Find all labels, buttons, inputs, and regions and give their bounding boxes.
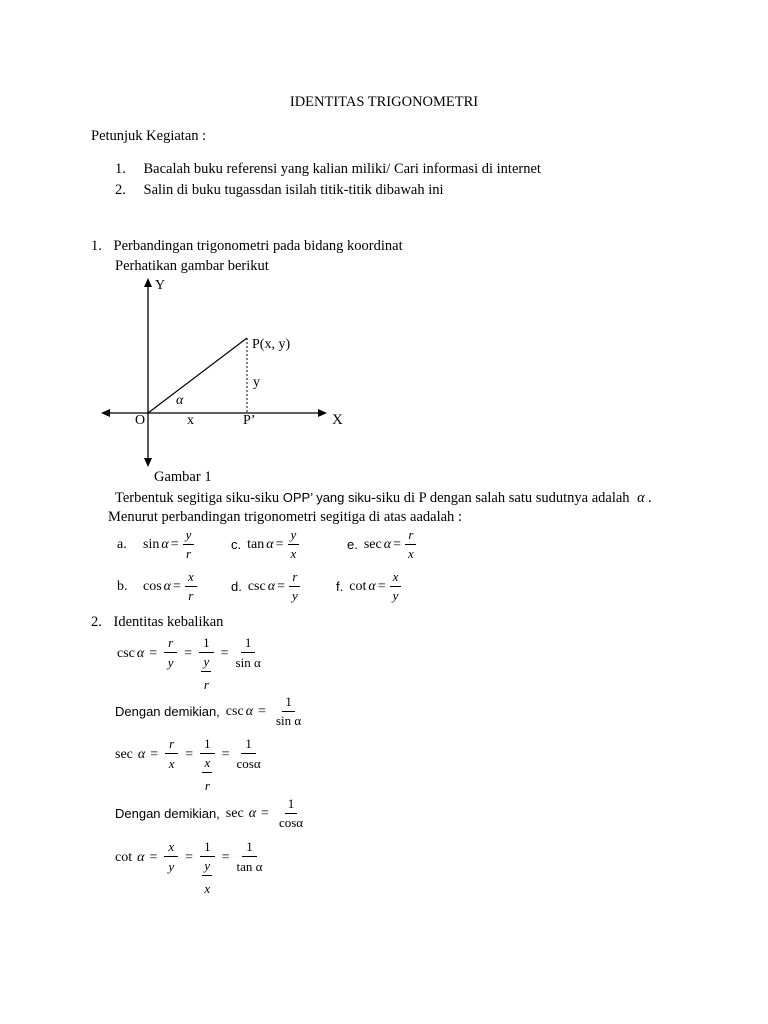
coordinate-figure: [95, 272, 365, 472]
inner-numerator: y: [202, 859, 212, 875]
numerator: 1: [282, 695, 295, 712]
alpha-symbol: α: [383, 536, 392, 552]
denominator: sin α: [235, 655, 261, 671]
denominator: sin α: [275, 713, 302, 729]
complex-fraction: [200, 840, 215, 896]
inner-denominator: x: [204, 880, 211, 896]
alpha-symbol: α: [163, 578, 172, 594]
ratio-sec: e. sec α = $\frac{r}{x}$: [347, 528, 419, 562]
alpha-symbol: α: [137, 747, 146, 762]
identity-csc: csc α = $\frac{r}{y}$ = $\frac{1}{\frac{y}{r}}$ = $\frac{1}{\text{sin α}}$: [117, 635, 261, 692]
numerator: x: [185, 570, 197, 587]
ratio-label: b.: [117, 578, 128, 594]
numerator: 1: [200, 840, 215, 857]
point-label: P(x, y): [252, 337, 291, 352]
function-name: sec: [363, 536, 382, 552]
fraction: [405, 528, 417, 562]
x-axis-label: X: [332, 412, 343, 428]
denominator: y: [167, 655, 174, 671]
fraction: [185, 570, 197, 604]
fraction: [165, 737, 178, 772]
numerator: r: [405, 528, 416, 545]
origin-label: O: [135, 413, 146, 428]
fraction: [273, 695, 304, 729]
figure-caption: Gambar 1: [154, 469, 212, 485]
fraction: [276, 797, 306, 831]
alpha-symbol: α: [266, 536, 274, 552]
ratio-sin: a. sin α = $\frac{y}{r}$: [117, 528, 196, 562]
fraction: [236, 840, 262, 875]
conclusion-prefix: Dengan demikian,: [115, 704, 220, 720]
complex-fraction: [199, 636, 214, 692]
function-name: sin: [143, 536, 160, 552]
ratio-cos: b. cos α = $\frac{x}{r}$: [117, 570, 199, 604]
y-axis-arrow-up: [144, 278, 152, 287]
fraction: [164, 636, 177, 671]
section1-subtitle: Perhatikan gambar berikut: [115, 258, 269, 274]
denominator: tan α: [236, 859, 263, 875]
angle-label: α: [176, 393, 184, 408]
denominator: x: [168, 756, 175, 772]
function-name: cot: [115, 850, 133, 865]
section-title: Identitas kebalikan: [113, 614, 224, 630]
denominator: y: [292, 588, 298, 604]
numerator: x: [390, 570, 402, 587]
numerator: 1: [241, 737, 256, 754]
inner-denominator: r: [203, 676, 209, 692]
function-name: cos: [143, 578, 162, 594]
y-side-label: y: [253, 375, 260, 390]
function-name: cot: [349, 578, 367, 594]
inner-denominator: r: [204, 777, 210, 793]
alpha-symbol: α: [267, 578, 276, 594]
ratio-label: e.: [347, 537, 358, 553]
numerator: 1: [285, 797, 298, 814]
ratio-cot: f. cot α = $\frac{x}{y}$: [336, 570, 403, 604]
foot-label: P’: [243, 413, 256, 428]
function-name: csc: [247, 578, 266, 594]
paragraph-text-rest: -siku di P dengan salah satu sudutnya adalah: [371, 490, 630, 506]
denominator: cosα: [278, 815, 304, 831]
alpha-symbol: α: [136, 646, 145, 661]
ratio-label: c.: [231, 537, 242, 553]
denominator: y: [168, 859, 175, 875]
radius-line: [148, 338, 247, 413]
fraction: [288, 528, 300, 562]
function-name: tan: [247, 536, 265, 552]
function-name: sec: [115, 747, 133, 762]
numerator: y: [288, 528, 300, 545]
denominator: x: [290, 546, 297, 562]
complex-fraction: [200, 737, 215, 793]
fraction: [183, 528, 195, 562]
inner-numerator: y: [201, 655, 211, 671]
y-axis-arrow-down: [144, 458, 152, 467]
function-name: csc: [117, 646, 135, 661]
function-name: sec: [225, 805, 244, 821]
numerator: 1: [241, 636, 256, 653]
list-number: 1.: [115, 161, 126, 177]
section-title: Perbandingan trigonometri pada bidang koordinat: [113, 238, 403, 254]
section1-heading: [91, 238, 403, 255]
fraction: [237, 737, 261, 772]
x-axis-arrow-left: [101, 409, 110, 417]
alpha-symbol: α: [368, 578, 376, 594]
instruction-item-1: [115, 161, 541, 178]
y-axis-label: Y: [155, 278, 166, 293]
alpha-symbol: α: [137, 850, 145, 865]
list-number: 2.: [115, 182, 126, 198]
paragraph-text: Terbentuk segitiga siku-siku: [115, 490, 280, 506]
fraction: [390, 570, 402, 604]
numerator: r: [165, 737, 178, 754]
alpha-symbol: α .: [637, 490, 653, 506]
section1-paragraph: [115, 490, 652, 507]
fraction: [289, 570, 301, 604]
ratio-tan: c. tan α = $\frac{y}{x}$: [231, 528, 301, 562]
denominator: x: [408, 546, 414, 562]
denominator: r: [185, 546, 192, 562]
paragraph-text-opp: OPP’ yang siku: [282, 490, 372, 505]
ratio-label: f.: [336, 579, 344, 595]
denominator: r: [188, 588, 194, 604]
inner-numerator: x: [202, 756, 212, 772]
list-text: Bacalah buku referensi yang kalian miliki/ Cari informasi di internet: [143, 161, 541, 177]
ratio-csc: d. csc α = $\frac{r}{y}$: [231, 570, 303, 604]
numerator: 1: [242, 840, 257, 857]
numerator: 1: [199, 636, 214, 653]
conclusion-csc: Dengan demikian, csc α = $\frac{1}{\text{sin α}}$: [115, 695, 306, 729]
section1-paragraph-2: Menurut perbandingan trigonometri segitiga di atas aadalah :: [108, 509, 462, 525]
denominator: y: [392, 588, 399, 604]
numerator: r: [289, 570, 300, 587]
section-number: 1.: [91, 238, 102, 254]
alpha-symbol: α: [248, 805, 257, 821]
section2-heading: [91, 614, 223, 631]
alpha-symbol: α: [161, 536, 169, 552]
x-axis-arrow-right: [318, 409, 327, 417]
numerator: x: [164, 840, 178, 857]
numerator: 1: [200, 737, 215, 754]
x-side-label: x: [187, 413, 194, 428]
alpha-symbol: α: [245, 703, 254, 719]
denominator: cosα: [236, 756, 261, 772]
section-number: 2.: [91, 614, 102, 630]
identity-cot: cot α = $\frac{x}{y}$ = $\frac{1}{\frac{y}{x}}$ = $\frac{1}{\text{tan α}}$: [115, 839, 263, 896]
ratio-label: d.: [231, 579, 242, 595]
fraction: [164, 840, 178, 875]
numerator: y: [183, 528, 195, 545]
instruction-item-2: [115, 182, 444, 199]
numerator: r: [164, 636, 177, 653]
identity-sec: sec α = $\frac{r}{x}$ = $\frac{1}{\frac{x}{r}}$ = $\frac{1}{\cos\alpha}$: [115, 736, 261, 793]
function-name: csc: [225, 703, 244, 719]
page-title: IDENTITAS TRIGONOMETRI: [289, 94, 479, 110]
conclusion-sec: Dengan demikian, sec α = $\frac{1}{\cos\alpha}$: [115, 797, 308, 831]
ratio-label: a.: [117, 536, 127, 552]
conclusion-prefix: Dengan demikian,: [115, 806, 220, 822]
instructions-heading: Petunjuk Kegiatan :: [91, 128, 207, 144]
list-text: Salin di buku tugassdan isilah titik-titik dibawah ini: [143, 182, 444, 198]
fraction: [236, 636, 261, 671]
